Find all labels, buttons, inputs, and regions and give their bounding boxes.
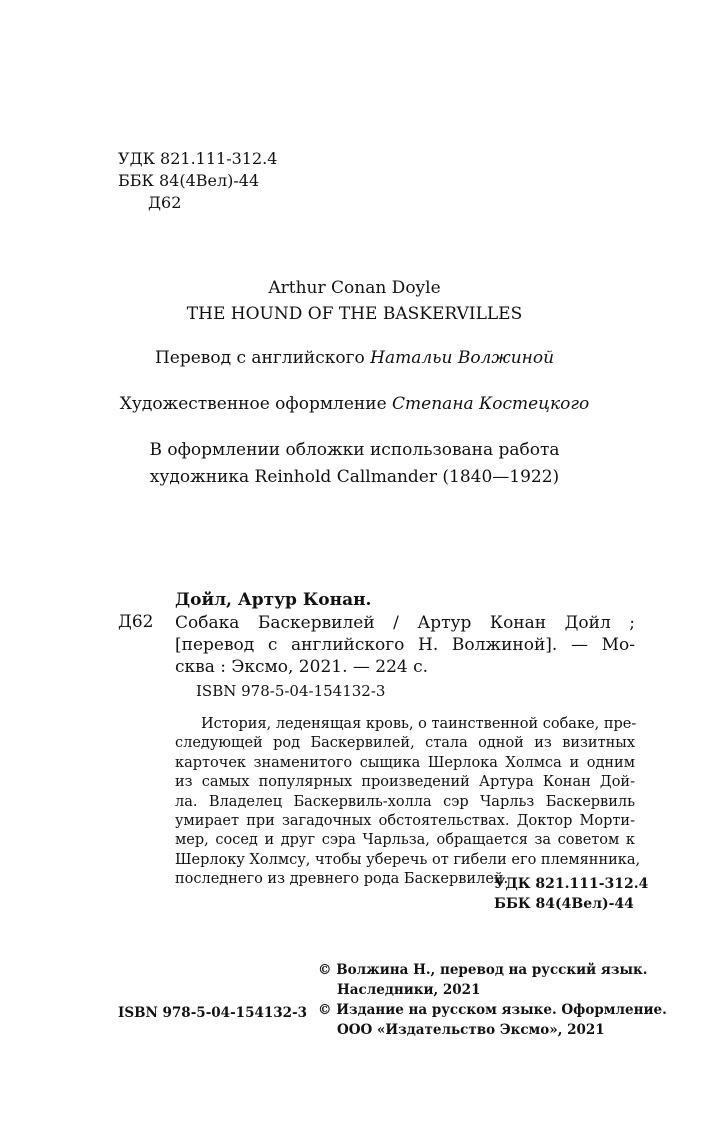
author-mark: Д62 (148, 193, 182, 212)
design-credit (0, 392, 709, 416)
bbk-code: ББК 84(4Вел)-44 (118, 171, 260, 190)
bottom-isbn: ISBN 978-5-04-154132-3 (118, 1005, 308, 1021)
translator-name: Натальи Волжиной (370, 348, 555, 368)
copyright-block (318, 960, 667, 1040)
abstract-line: мер, сосед и друг сэра Чарльза, обращается за советом к (175, 832, 635, 849)
original-title-block (0, 275, 709, 327)
catalog-line-1: Собака Баскервилей / Артур Конан Дойл ; (175, 613, 635, 633)
copyright-line-3: © Издание на русском языке. Оформление. (318, 1002, 667, 1018)
abstract-line: История, леденящая кровь, о таинственной собаке, пре- (201, 716, 637, 732)
catalog-codes (494, 874, 648, 914)
catalog-line-3: сква : Эксмо, 2021. — 224 с. (175, 657, 429, 677)
abstract-line: умирает при загадочных обстоятельствах. Доктор Морти- (175, 813, 635, 830)
translation-label: Перевод с английского (154, 348, 371, 368)
catalog-bbk: ББК 84(4Вел)-44 (494, 896, 634, 912)
abstract-line: Шерлоку Холмсу, чтобы уберечь от гибели его племянника, (175, 851, 641, 868)
catalog-isbn: ISBN 978-5-04-154132-3 (196, 682, 386, 700)
abstract-line: последнего из древнего рода Баскервилей. (175, 871, 509, 888)
copyright-line-1: © Волжина Н., перевод на русский язык. (318, 962, 648, 978)
original-title: THE HOUND OF THE BASKERVILLES (186, 304, 523, 324)
copyright-line-2: Наследники, 2021 (337, 982, 481, 998)
abstract-line: из самых популярных произведений Артура Конан Дой- (175, 774, 635, 791)
abstract (175, 715, 641, 890)
catalog-description (175, 612, 635, 678)
abstract-line: ла. Владелец Баскервиль-холла сэр Чарльз Баскервиль (175, 793, 635, 810)
udk-code: УДК 821.111-312.4 (118, 149, 278, 168)
abstract-line: следующей род Баскервилей, стала одной из визитных (175, 735, 635, 752)
translation-credit (0, 346, 709, 370)
classification-codes (118, 148, 277, 214)
catalog-line-2: [перевод с английского Н. Волжиной]. — Мо- (175, 635, 635, 655)
cover-credit (0, 437, 709, 491)
catalog-udk: УДК 821.111-312.4 (494, 876, 649, 892)
catalog-mark: Д62 (118, 612, 154, 632)
catalog-author-heading: Дойл, Артур Конан. (175, 590, 372, 610)
abstract-line: карточек знаменитого сыщика Шерлока Холмса и одним (175, 754, 635, 771)
copyright-line-4: ООО «Издательство Эксмо», 2021 (337, 1022, 605, 1038)
designer-name: Степана Костецкого (392, 394, 590, 414)
cover-credit-line-2: художника Reinhold Callmander (1840—1922) (149, 467, 560, 487)
original-author: Arthur Conan Doyle (268, 278, 441, 298)
design-label: Художественное оформление (119, 394, 393, 414)
cover-credit-line-1: В оформлении обложки использована работа (149, 440, 560, 460)
